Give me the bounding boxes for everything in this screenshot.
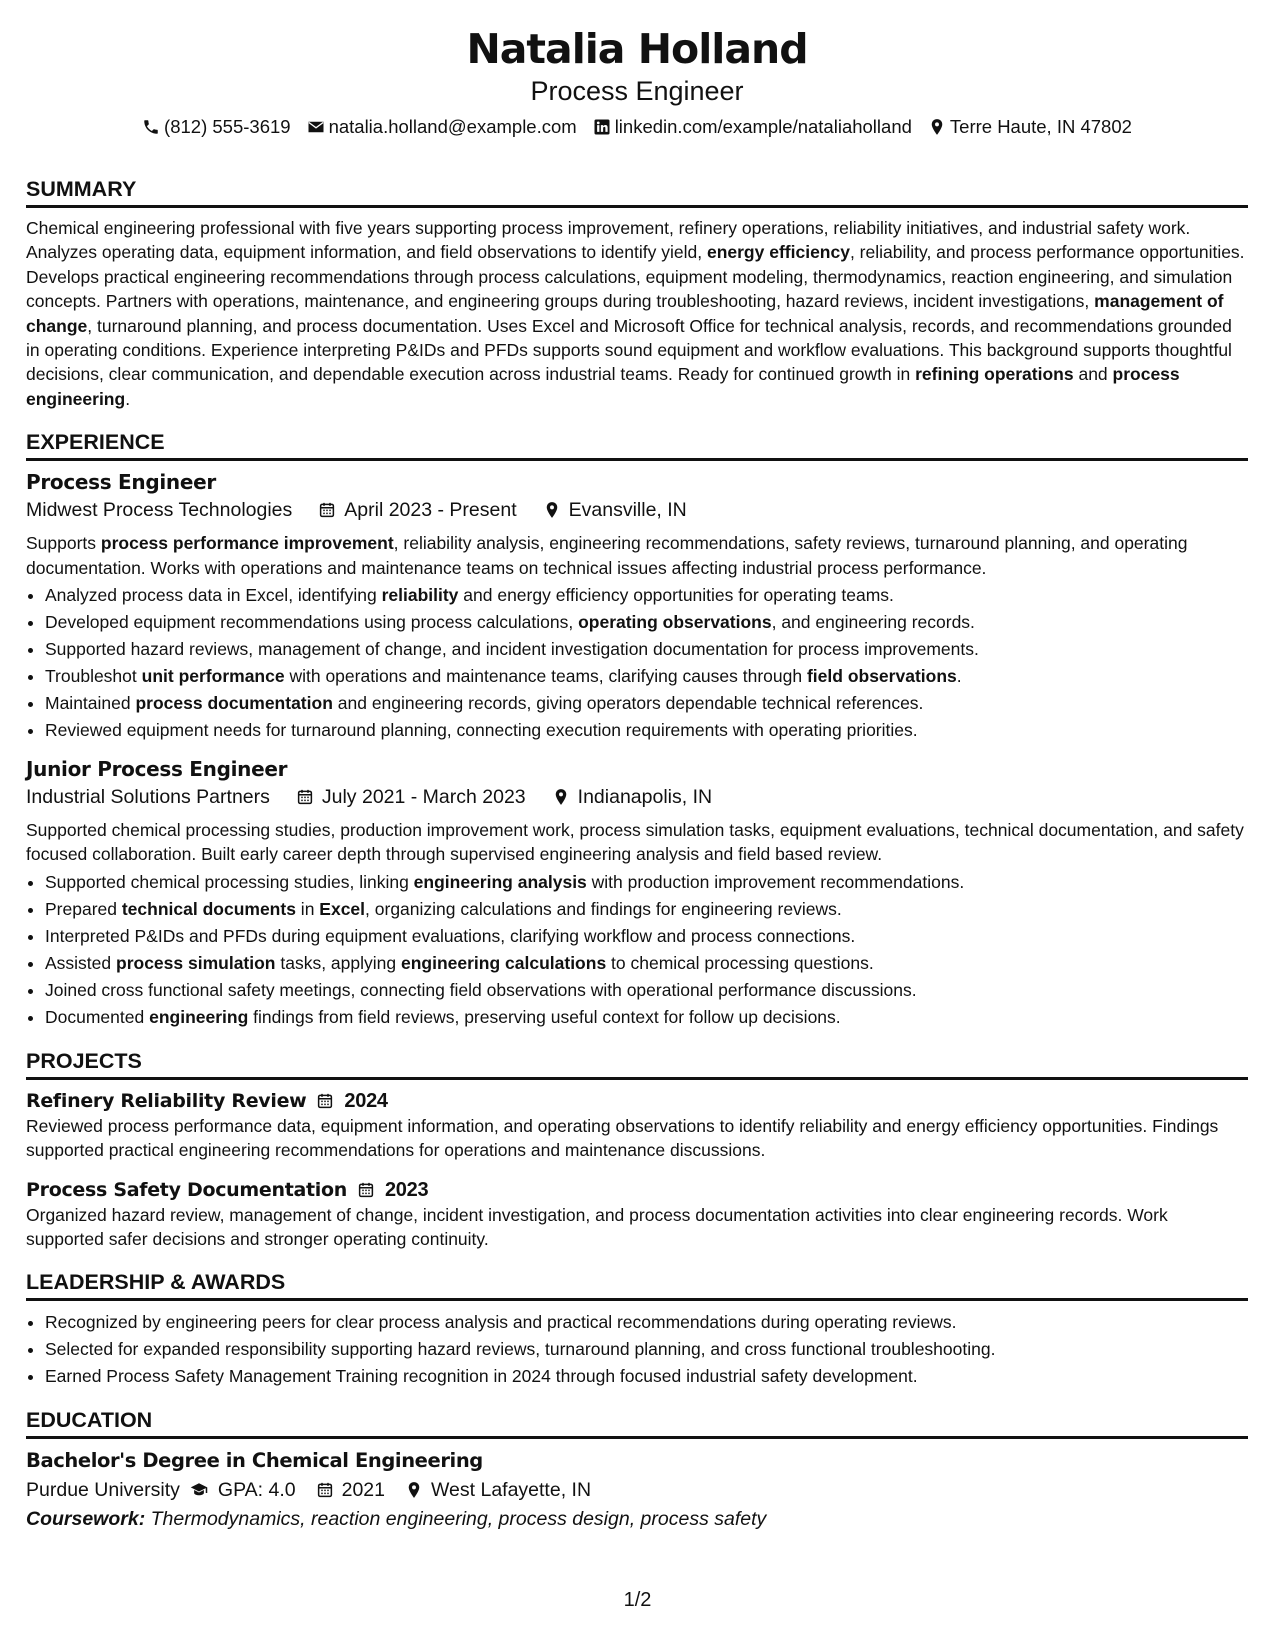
job-description: Supports process performance improvement, reliability analysis, engineering recommendations, safety reviews, turnaround planning, and operating documentation. Works with operations and maintenance teams on technical issues affecting industrial process performance. — [26, 533, 1188, 578]
resume-page — [26, 0, 1248, 1533]
leadership-list — [26, 1309, 1248, 1390]
project-year: 2024 — [344, 1089, 388, 1112]
project-title: Process Safety Documentation — [26, 1178, 347, 1201]
job-entry — [26, 756, 1248, 1031]
education-section — [26, 1406, 1248, 1533]
list-item: • Prepared technical documents in Excel, organizing calculations and findings for engineering reviews. — [45, 896, 1248, 923]
list-item: • Documented engineering findings from field reviews, preserving useful context for follow up decisions. — [45, 1004, 1248, 1031]
project-description: Organized hazard review, management of change, incident investigation, and process documentation activities into clear engineering records. Work supported safer decisions and stronger operating continuity. — [26, 1204, 1168, 1250]
job-meta — [26, 495, 1248, 525]
envelope-icon — [307, 118, 325, 136]
phone-icon — [142, 118, 160, 136]
gpa: GPA: 4.0 — [217, 1478, 296, 1501]
list-item: • Troubleshot unit performance with operations and maintenance teams, clarifying causes through field observations. — [45, 663, 1248, 690]
summary-heading: SUMMARY — [26, 175, 1248, 208]
graduation-year: 2021 — [341, 1478, 385, 1501]
list-item: • Analyzed process data in Excel, identifying reliability and energy efficiency opportunities for operating teams. — [45, 582, 1248, 609]
job-dates: July 2021 - March 2023 — [321, 786, 526, 809]
linkedin-icon — [593, 118, 611, 136]
list-item: • Maintained process documentation and engineering records, giving operators dependable technical references. — [45, 690, 1248, 717]
education-meta — [26, 1475, 1248, 1505]
contact-line — [26, 115, 1248, 139]
school-location: West Lafayette, IN — [430, 1478, 592, 1501]
email-text: natalia.holland@example.com — [328, 116, 577, 137]
coursework-label: Coursework: — [26, 1507, 146, 1530]
projects-heading: PROJECTS — [26, 1047, 1248, 1080]
summary-text: Chemical engineering professional with five years supporting process improvement, refinery operations, reliability initiatives, and industrial safety work. Analyzes operating data, equipment information, and field observations to identify yield, energy efficiency, reliability, and process performance opportunities. Develops practical engineering recommendations through process calculations, equipment modeling, thermodynamics, reaction engineering, and simulation concepts. Partners with operations, maintenance, and engineering groups during troubleshooting, hazard reviews, incident investigations, management of change, turnaround planning, and process documentation. Uses Excel and Microsoft Office for technical analysis, records, and recommendations grounded in operating conditions. Experience interpreting P&IDs and PFDs supports sound equipment and workflow evaluations. This background supports thoughtful decisions, clear communication, and dependable execution across industrial teams. Ready for continued growth in refining operations and process engineering. — [26, 218, 1245, 409]
contact-linkedin[interactable] — [593, 115, 912, 139]
list-item: • Assisted process simulation tasks, applying engineering calculations to chemical processing questions. — [45, 950, 1248, 977]
project-description: Reviewed process performance data, equipment information, and operating observations to identify reliability and energy efficiency opportunities. Findings supported practical engineering recommendations for operations and maintenance discussions. — [26, 1115, 1219, 1161]
list-item: • Reviewed equipment needs for turnaround planning, connecting execution requirements with operating priorities. — [45, 717, 1248, 744]
projects-section — [26, 1047, 1248, 1252]
project-head — [26, 1177, 1248, 1203]
list-item: • Supported hazard reviews, management of change, and incident investigation documentation for process improvements. — [45, 636, 1248, 663]
calendar-icon — [316, 1092, 334, 1110]
location-text: Terre Haute, IN 47802 — [949, 116, 1132, 137]
phone-text: (812) 555-3619 — [164, 116, 291, 137]
map-pin-icon — [552, 788, 570, 806]
map-pin-icon — [405, 1481, 423, 1499]
project-entry — [26, 1177, 1248, 1252]
school-name: Purdue University — [26, 1478, 180, 1501]
summary-section — [26, 175, 1248, 411]
job-location: Indianapolis, IN — [577, 786, 713, 809]
list-item: • Supported chemical processing studies, linking engineering analysis with production improvement recommendations. — [45, 869, 1248, 896]
experience-heading: EXPERIENCE — [26, 428, 1248, 461]
leadership-heading: LEADERSHIP & AWARDS — [26, 1268, 1248, 1301]
candidate-name: Natalia Holland — [466, 25, 808, 73]
resume-header — [26, 24, 1248, 139]
list-item: • Selected for expanded responsibility supporting hazard reviews, turnaround planning, and cross functional troubleshooting. — [45, 1336, 1248, 1363]
job-company: Midwest Process Technologies — [26, 499, 293, 522]
project-entry — [26, 1088, 1248, 1163]
job-title: Process Engineer — [26, 470, 216, 495]
job-entry — [26, 469, 1248, 744]
calendar-icon — [318, 501, 336, 519]
linkedin-text: linkedin.com/example/nataliaholland — [614, 116, 912, 137]
contact-location — [928, 115, 1132, 139]
experience-section — [26, 428, 1248, 1031]
job-bullets — [26, 869, 1248, 1031]
calendar-icon — [296, 788, 314, 806]
page-number: 1/2 — [623, 1589, 652, 1611]
list-item: • Recognized by engineering peers for clear process analysis and practical recommendations during operating reviews. — [45, 1309, 1248, 1336]
job-bullets — [26, 582, 1248, 744]
list-item: • Developed equipment recommendations using process calculations, operating observations, and engineering records. — [45, 609, 1248, 636]
contact-phone[interactable] — [142, 115, 291, 139]
job-location: Evansville, IN — [568, 499, 687, 522]
leadership-section — [26, 1268, 1248, 1390]
job-dates: April 2023 - Present — [344, 499, 517, 522]
list-item: • Joined cross functional safety meetings, connecting field observations with operational performance discussions. — [45, 977, 1248, 1004]
education-heading: EDUCATION — [26, 1406, 1248, 1439]
list-item: • Earned Process Safety Management Training recognition in 2024 through focused industrial safety development. — [45, 1363, 1248, 1390]
coursework — [26, 1505, 1248, 1533]
coursework-list: Thermodynamics, reaction engineering, process design, process safety — [145, 1507, 767, 1530]
job-meta — [26, 782, 1248, 812]
calendar-icon — [316, 1481, 334, 1499]
project-year: 2023 — [384, 1178, 429, 1201]
degree-title: Bachelor's Degree in Chemical Engineering — [26, 1448, 483, 1472]
graduation-cap-icon — [188, 1481, 210, 1499]
project-title: Refinery Reliability Review — [26, 1089, 307, 1112]
contact-email[interactable] — [307, 115, 577, 139]
project-head — [26, 1088, 1248, 1114]
job-company: Industrial Solutions Partners — [26, 786, 270, 809]
job-description: Supported chemical processing studies, production improvement work, process simulation tasks, equipment evaluations, technical documentation, and safety focused collaboration. Built early career depth through supervised engineering analysis and field based review. — [26, 820, 1244, 865]
list-item: • Interpreted P&IDs and PFDs during equipment evaluations, clarifying workflow and process connections. — [45, 923, 1248, 950]
map-pin-icon — [928, 118, 946, 136]
candidate-title: Process Engineer — [530, 76, 744, 106]
map-pin-icon — [543, 501, 561, 519]
job-title: Junior Process Engineer — [26, 757, 288, 782]
calendar-icon — [357, 1181, 375, 1199]
